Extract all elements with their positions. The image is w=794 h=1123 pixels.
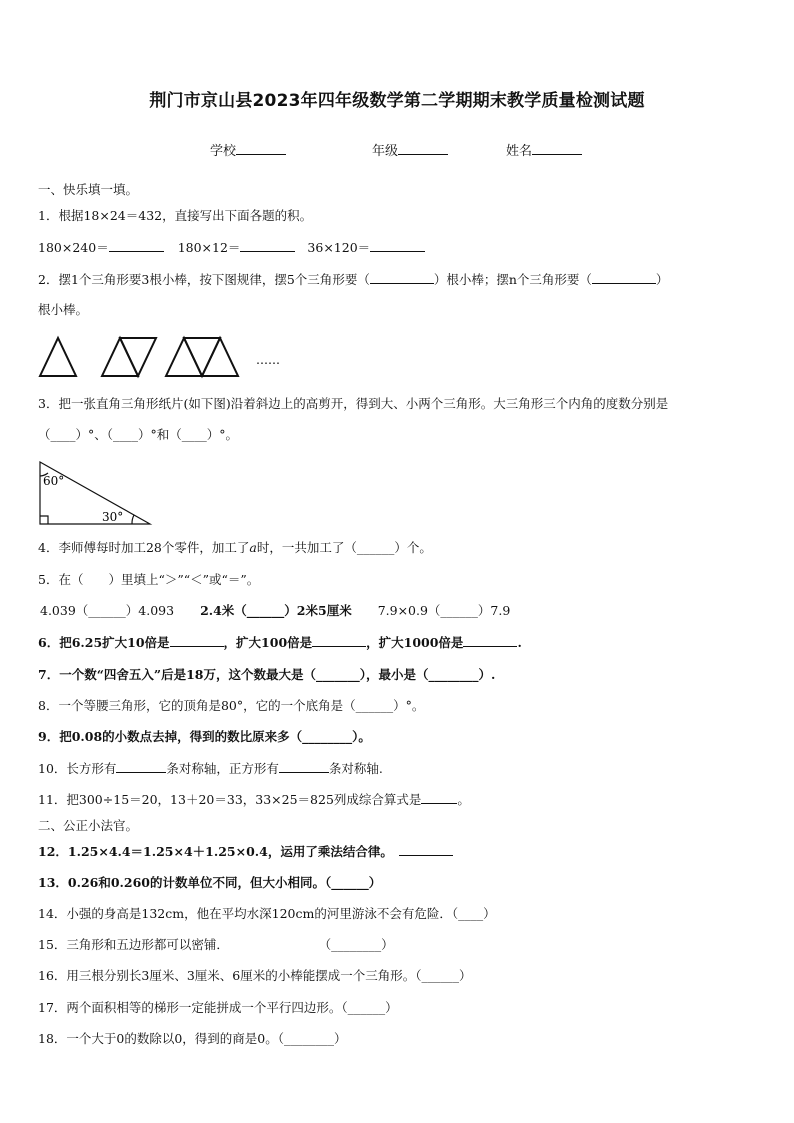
name-blank[interactable] xyxy=(532,142,582,155)
question-8: 8．一个等腰三角形，它的顶角是80°，它的一个底角是（______）°。 xyxy=(38,698,425,713)
grade-label: 年级 xyxy=(372,144,399,159)
question-6: 6．把6.25扩大10倍是 ，扩大100倍是 ，扩大1000倍是 . xyxy=(38,635,522,650)
question-13: 13．0.26和0.260的计数单位不同，但大小相同。（______） xyxy=(38,875,382,890)
question-4: 4．李师傅每时加工28个零件，加工了a时，一共加工了（______）个。 xyxy=(38,540,432,555)
triangle-1 xyxy=(40,338,76,376)
question-7: 7．一个数“四舍五入”后是18万，这个数最大是（_______），最小是（________）. xyxy=(38,667,496,682)
q1-item-2: 180×12＝ xyxy=(177,240,241,255)
q6-blank-3[interactable] xyxy=(463,635,517,647)
question-2-continued: 根小棒。 xyxy=(38,302,89,317)
question-12: 12．1.25×4.4＝1.25×4＋1.25×0.4，运用了乘法结合律。 xyxy=(38,844,453,860)
q5-item-3: 7.9×0.9（______）7.9 xyxy=(377,603,511,618)
page-title: 荆门市京山县2023年四年级数学第二学期期末教学质量检测试题 xyxy=(149,91,645,111)
ellipsis: …… xyxy=(256,353,280,367)
triangle-3b xyxy=(184,338,220,376)
q1-item-3: 36×120＝ xyxy=(307,240,371,255)
right-triangle xyxy=(40,462,150,524)
right-triangle-figure xyxy=(36,458,156,528)
question-11: 11．把300÷15＝20，13＋20＝33，33×25＝825列成综合算式是 。 xyxy=(38,792,470,807)
question-17: 17．两个面积相等的梯形一定能拼成一个平行四边形。（______） xyxy=(38,1000,398,1015)
q10-blank-1[interactable] xyxy=(116,761,166,773)
school-blank[interactable] xyxy=(236,142,286,155)
question-3-blanks: （____）°、（____）°和（____）°。 xyxy=(38,427,239,442)
question-15: 15．三角形和五边形都可以密铺． （________） xyxy=(38,937,394,952)
grade-blank[interactable] xyxy=(398,142,448,155)
q1-item-1: 180×240＝ xyxy=(38,240,109,255)
question-2: 2．摆1个三角形要3根小棒，按下图规律，摆5个三角形要（ ）根小棒；摆n个三角形要（ ） xyxy=(38,272,669,287)
question-3: 3．把一张直角三角形纸片(如下图)沿着斜边上的高剪开，得到大、小两个三角形。大三角形三个内角的度数分别是 xyxy=(38,396,669,411)
grade-field xyxy=(372,140,448,159)
name-field xyxy=(506,140,582,159)
angle-60-label: 60° xyxy=(43,474,65,488)
question-5-items xyxy=(40,603,510,619)
q2-blank-1[interactable] xyxy=(370,272,434,284)
question-14: 14．小强的身高是132cm，他在平均水深120cm的河里游泳不会有危险．（____） xyxy=(38,906,496,921)
question-10: 10．长方形有 条对称轴，正方形有 条对称轴. xyxy=(38,761,383,776)
question-1: 1．根据18×24＝432，直接写出下面各题的积。 xyxy=(38,208,313,223)
q1-blank-3[interactable] xyxy=(370,240,425,252)
school-field xyxy=(210,140,286,159)
question-9: 9．把0.08的小数点去掉，得到的数比原来多（________）。 xyxy=(38,729,371,744)
section-1-heading: 一、快乐填一填。 xyxy=(38,182,139,197)
triangle-2a xyxy=(102,338,138,376)
q5-item-2: 2.4米（______）2米5厘米 xyxy=(200,603,352,618)
question-18: 18．一个大于0的数除以0，得到的商是0。（________） xyxy=(38,1031,347,1046)
triangle-3c xyxy=(202,338,238,376)
q11-blank[interactable] xyxy=(421,792,457,804)
q10-blank-2[interactable] xyxy=(279,761,329,773)
question-5: 5．在（ ）里填上“＞”“＜”或“＝”。 xyxy=(38,572,260,587)
q1-blank-1[interactable] xyxy=(109,240,164,252)
triangle-2b xyxy=(120,338,156,376)
triangle-pattern-figure xyxy=(36,334,286,380)
q12-blank[interactable] xyxy=(399,844,453,856)
triangle-3a xyxy=(166,338,202,376)
name-label: 姓名 xyxy=(506,144,533,159)
question-16: 16．用三根分别长3厘米、3厘米、6厘米的小棒能摆成一个三角形。（______） xyxy=(38,968,472,983)
right-angle-mark xyxy=(40,516,48,524)
q1-blank-2[interactable] xyxy=(240,240,295,252)
question-1-items xyxy=(38,240,425,256)
school-label: 学校 xyxy=(210,144,237,159)
q2-blank-2[interactable] xyxy=(592,272,656,284)
q6-blank-2[interactable] xyxy=(312,635,366,647)
q5-item-1: 4.039（______）4.093 xyxy=(40,603,175,618)
angle-30-label: 30° xyxy=(102,510,124,524)
angle-30-arc xyxy=(132,515,134,524)
q6-blank-1[interactable] xyxy=(170,635,224,647)
section-2-heading: 二、公正小法官。 xyxy=(38,818,139,833)
